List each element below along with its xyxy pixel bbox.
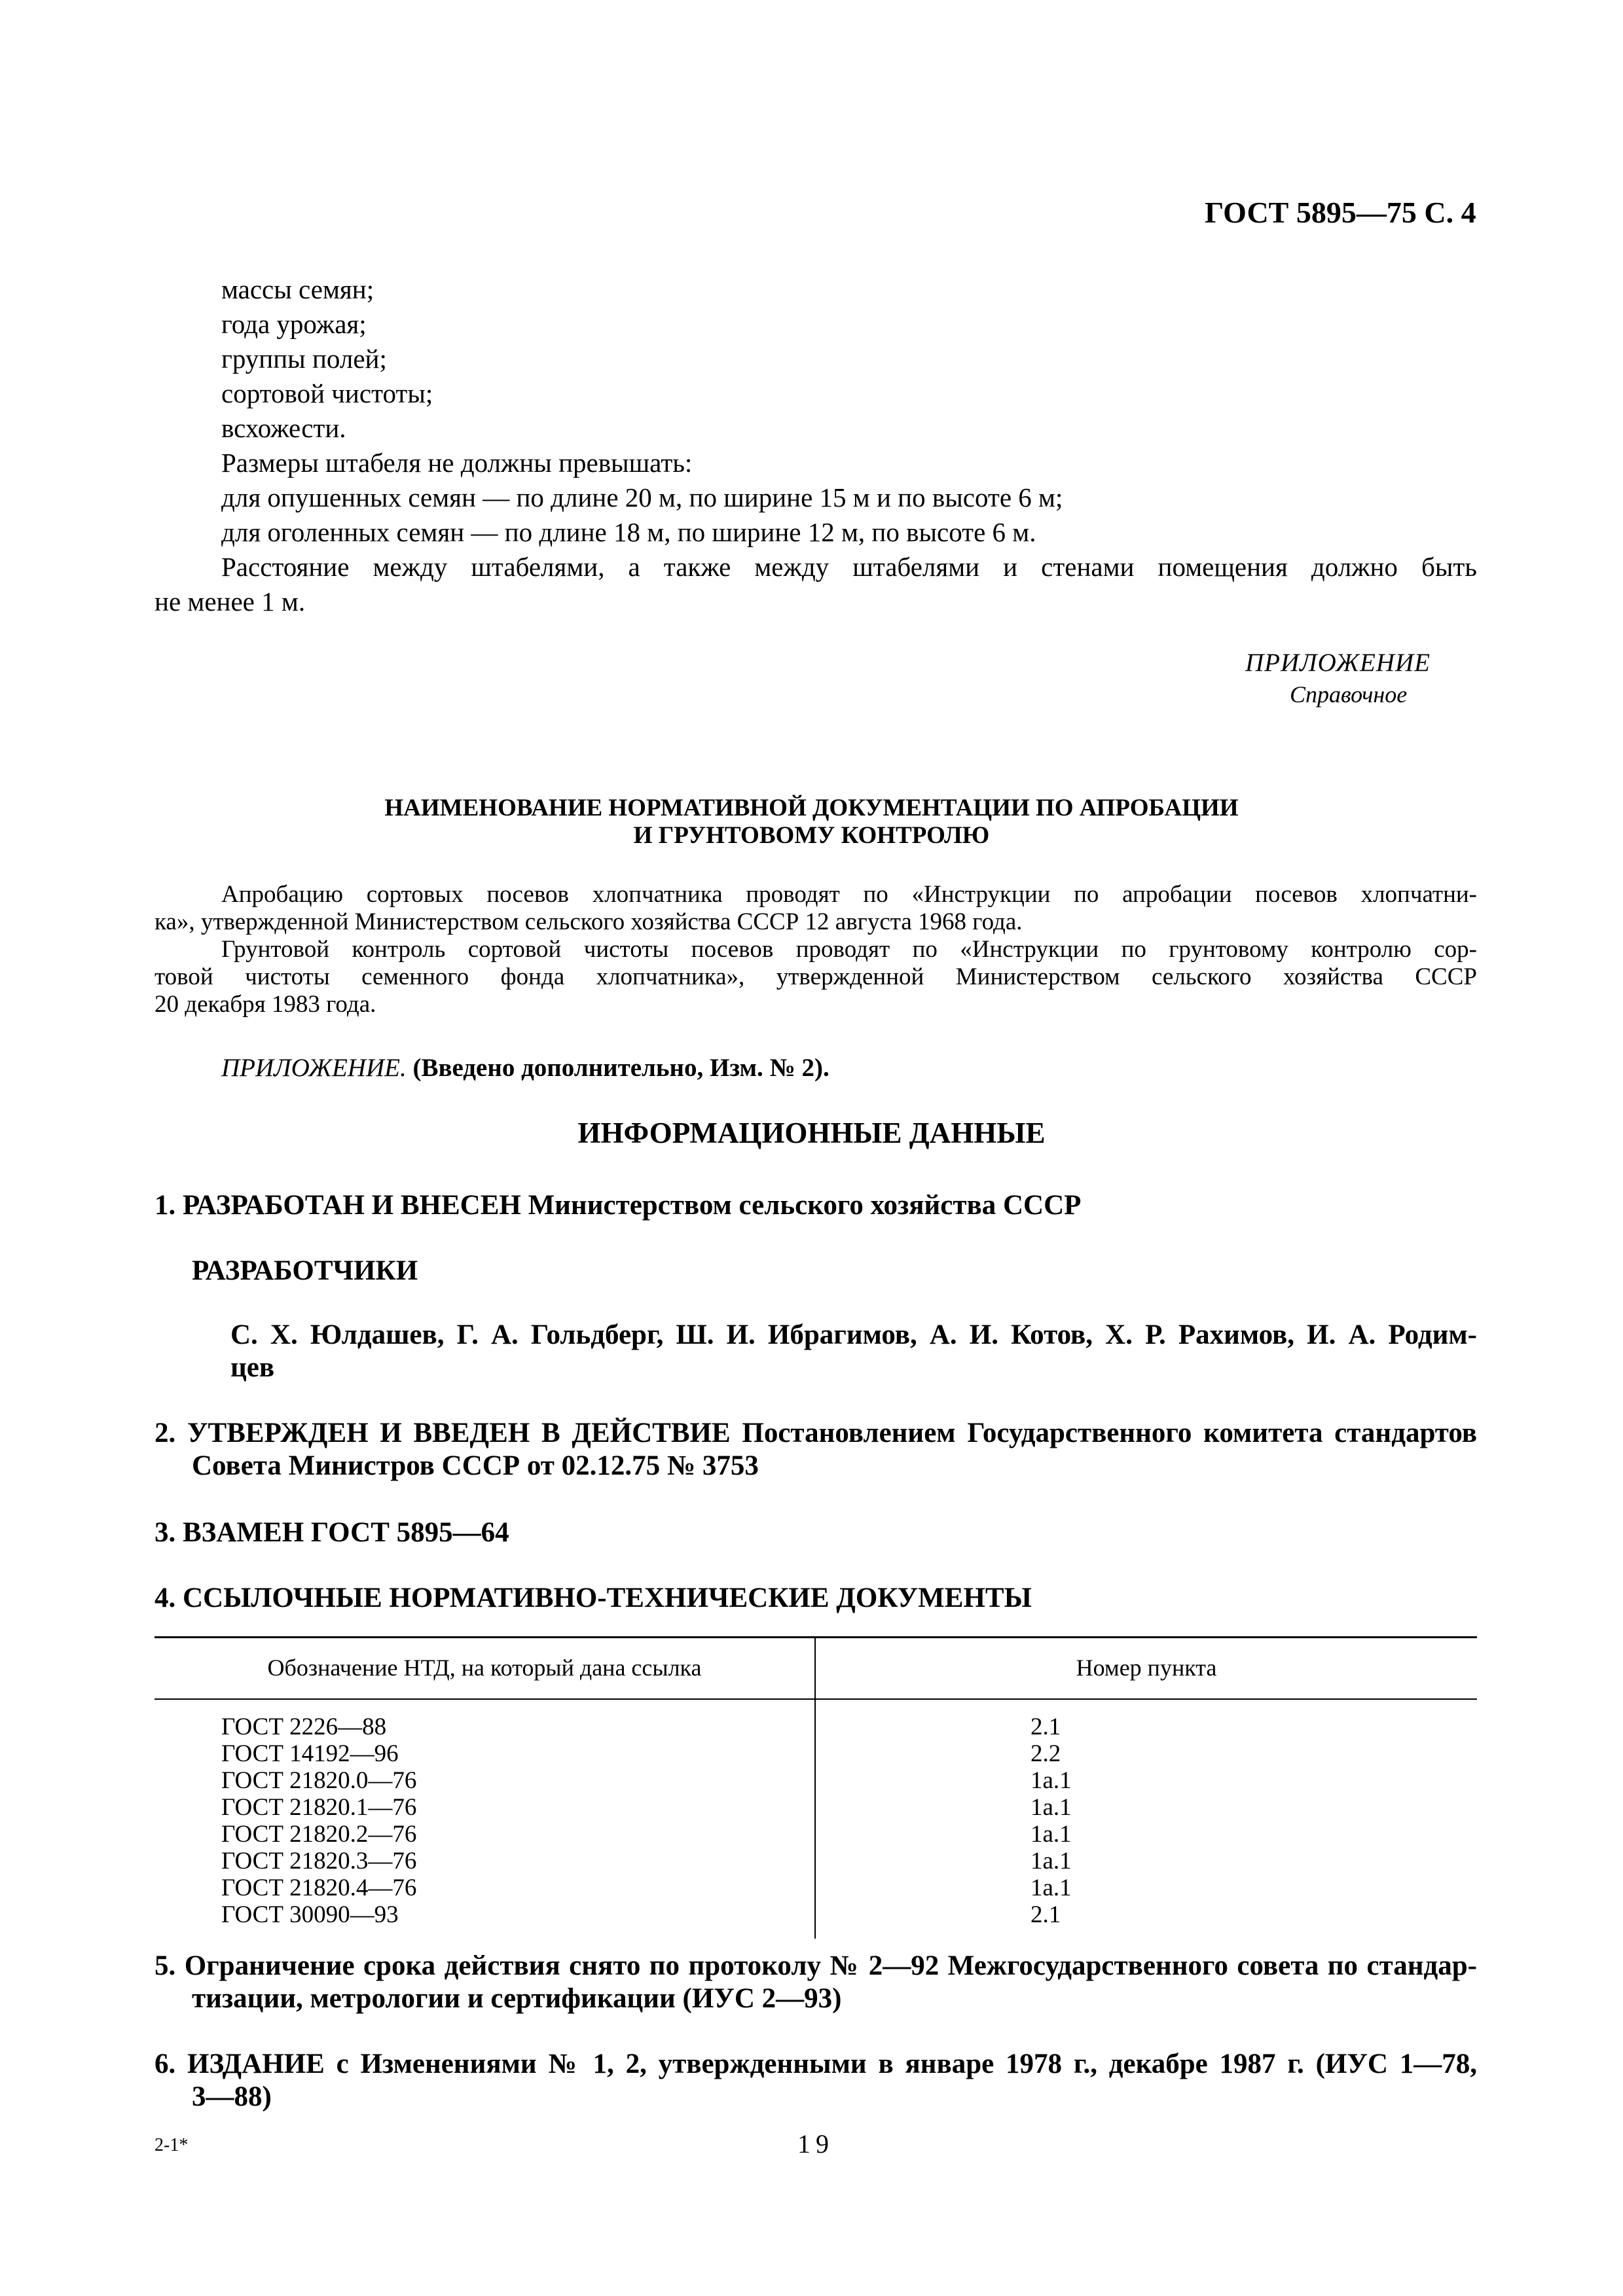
list-item: Размеры штабеля не должны превышать: bbox=[221, 448, 693, 478]
table-top-rule bbox=[155, 1636, 1477, 1638]
section-6-line2: 3—88) bbox=[192, 2081, 272, 2112]
table-cell-designation: ГОСТ 21820.1—76 bbox=[221, 1794, 417, 1821]
section-3: 3. ВЗАМЕН ГОСТ 5895—64 bbox=[155, 1517, 509, 1548]
appendix-title: ПРИЛОЖЕНИЕ bbox=[1245, 649, 1431, 677]
table-cell-designation: ГОСТ 2226—88 bbox=[221, 1713, 387, 1740]
document-reference: ГОСТ 5895—75 С. 4 bbox=[1205, 196, 1476, 229]
list-item: для опушенных семян — по длине 20 м, по ширине 15 м и по высоте 6 м; bbox=[221, 482, 1063, 512]
developers-label: РАЗРАБОТЧИКИ bbox=[192, 1255, 418, 1286]
distance-paragraph-line2: не менее 1 м. bbox=[155, 586, 306, 617]
developers-list-line2: цев bbox=[230, 1352, 275, 1383]
table-cell-designation: ГОСТ 30090—93 bbox=[221, 1901, 399, 1928]
table-cell-designation: ГОСТ 21820.2—76 bbox=[221, 1821, 417, 1848]
developers-list-line1: С. Х. Юлдашев, Г. А. Гольдберг, Ш. И. Ибрагимов, А. И. Котов, Х. Р. Рахимов, И. А. Родим- bbox=[230, 1319, 1477, 1350]
sheet-mark: 2-1* bbox=[155, 2135, 189, 2155]
table-cell-designation: ГОСТ 21820.4—76 bbox=[221, 1874, 417, 1901]
table-cell-clause: 2.2 bbox=[1030, 1740, 1061, 1767]
appendix-note-bold: (Введено дополнительно, Изм. № 2). bbox=[412, 1054, 830, 1082]
table-header-designation: Обозначение НТД, на который дана ссылка bbox=[267, 1655, 702, 1681]
table-cell-designation: ГОСТ 21820.3—76 bbox=[221, 1848, 417, 1874]
appendix-subtitle: Справочное bbox=[1290, 681, 1408, 708]
appendix-heading-line1: НАИМЕНОВАНИЕ НОРМАТИВНОЙ ДОКУМЕНТАЦИИ ПО АПРОБАЦИИ bbox=[384, 795, 1239, 821]
section-4: 4. ССЫЛОЧНЫЕ НОРМАТИВНО-ТЕХНИЧЕСКИЕ ДОКУМЕНТЫ bbox=[155, 1583, 1032, 1613]
list-item: группы полей; bbox=[221, 344, 387, 374]
appendix-note-italic: ПРИЛОЖЕНИЕ. bbox=[221, 1054, 407, 1082]
appendix-paragraph: 20 декабря 1983 года. bbox=[155, 991, 376, 1018]
table-cell-clause: 1а.1 bbox=[1030, 1874, 1072, 1901]
table-header-rule bbox=[155, 1698, 1477, 1700]
section-2-line1: 2. УТВЕРЖДЕН И ВВЕДЕН В ДЕЙСТВИЕ Постановлением Государственного комитета стандартов bbox=[155, 1418, 1477, 1448]
list-item: массы семян; bbox=[221, 274, 374, 304]
table-cell-designation: ГОСТ 21820.0—76 bbox=[221, 1767, 417, 1794]
table-cell-clause: 1а.1 bbox=[1030, 1821, 1072, 1848]
appendix-heading-line2: И ГРУНТОВОМУ КОНТРОЛЮ bbox=[633, 822, 990, 849]
appendix-paragraph: Грунтовой контроль сортовой чистоты посевов проводят по «Инструкции по грунтовому контролю сор- bbox=[221, 936, 1477, 963]
appendix-paragraph: Апробацию сортовых посевов хлопчатника проводят по «Инструкции по апробации посевов хлопчатни- bbox=[221, 881, 1477, 908]
appendix-paragraph: товой чистоты семенного фонда хлопчатника», утвержденной Министерством сельского хозяйства СССР bbox=[155, 963, 1477, 990]
table-column-divider bbox=[814, 1636, 816, 1939]
section-1: 1. РАЗРАБОТАН И ВНЕСЕН Министерством сельского хозяйства СССР bbox=[155, 1190, 1082, 1221]
info-heading: ИНФОРМАЦИОННЫЕ ДАННЫЕ bbox=[577, 1117, 1046, 1149]
section-6-line1: 6. ИЗДАНИЕ с Изменениями № 1, 2, утвержденными в январе 1978 г., декабре 1987 г. (ИУС 1—78, bbox=[155, 2049, 1477, 2079]
appendix-note bbox=[221, 1054, 830, 1083]
list-item: сортовой чистоты; bbox=[221, 378, 433, 408]
list-item: всхожести. bbox=[221, 413, 346, 443]
distance-paragraph-line1: Расстояние между штабелями, а также между штабелями и стенами помещения должно быть bbox=[221, 552, 1477, 582]
table-cell-designation: ГОСТ 14192—96 bbox=[221, 1740, 399, 1767]
appendix-paragraph: ка», утвержденной Министерством сельского хозяйства СССР 12 августа 1968 года. bbox=[155, 908, 1023, 935]
section-5-line2: тизации, метрологии и сертификации (ИУС 2—93) bbox=[192, 1983, 842, 2014]
section-5-line1: 5. Ограничение срока действия снято по протоколу № 2—92 Межгосударственного совета по стандар- bbox=[155, 1950, 1477, 1981]
list-item: для оголенных семян — по длине 18 м, по ширине 12 м, по высоте 6 м. bbox=[221, 517, 1036, 547]
table-cell-clause: 1а.1 bbox=[1030, 1848, 1072, 1874]
table-header-clause: Номер пункта bbox=[1076, 1655, 1217, 1681]
section-2-line2: Совета Министров СССР от 02.12.75 № 3753 bbox=[192, 1450, 759, 1481]
list-item: года урожая; bbox=[221, 309, 367, 339]
table-cell-clause: 1а.1 bbox=[1030, 1794, 1072, 1821]
table-cell-clause: 2.1 bbox=[1030, 1713, 1061, 1740]
table-cell-clause: 1а.1 bbox=[1030, 1767, 1072, 1794]
page-number: 19 bbox=[797, 2129, 834, 2159]
table-cell-clause: 2.1 bbox=[1030, 1901, 1061, 1928]
